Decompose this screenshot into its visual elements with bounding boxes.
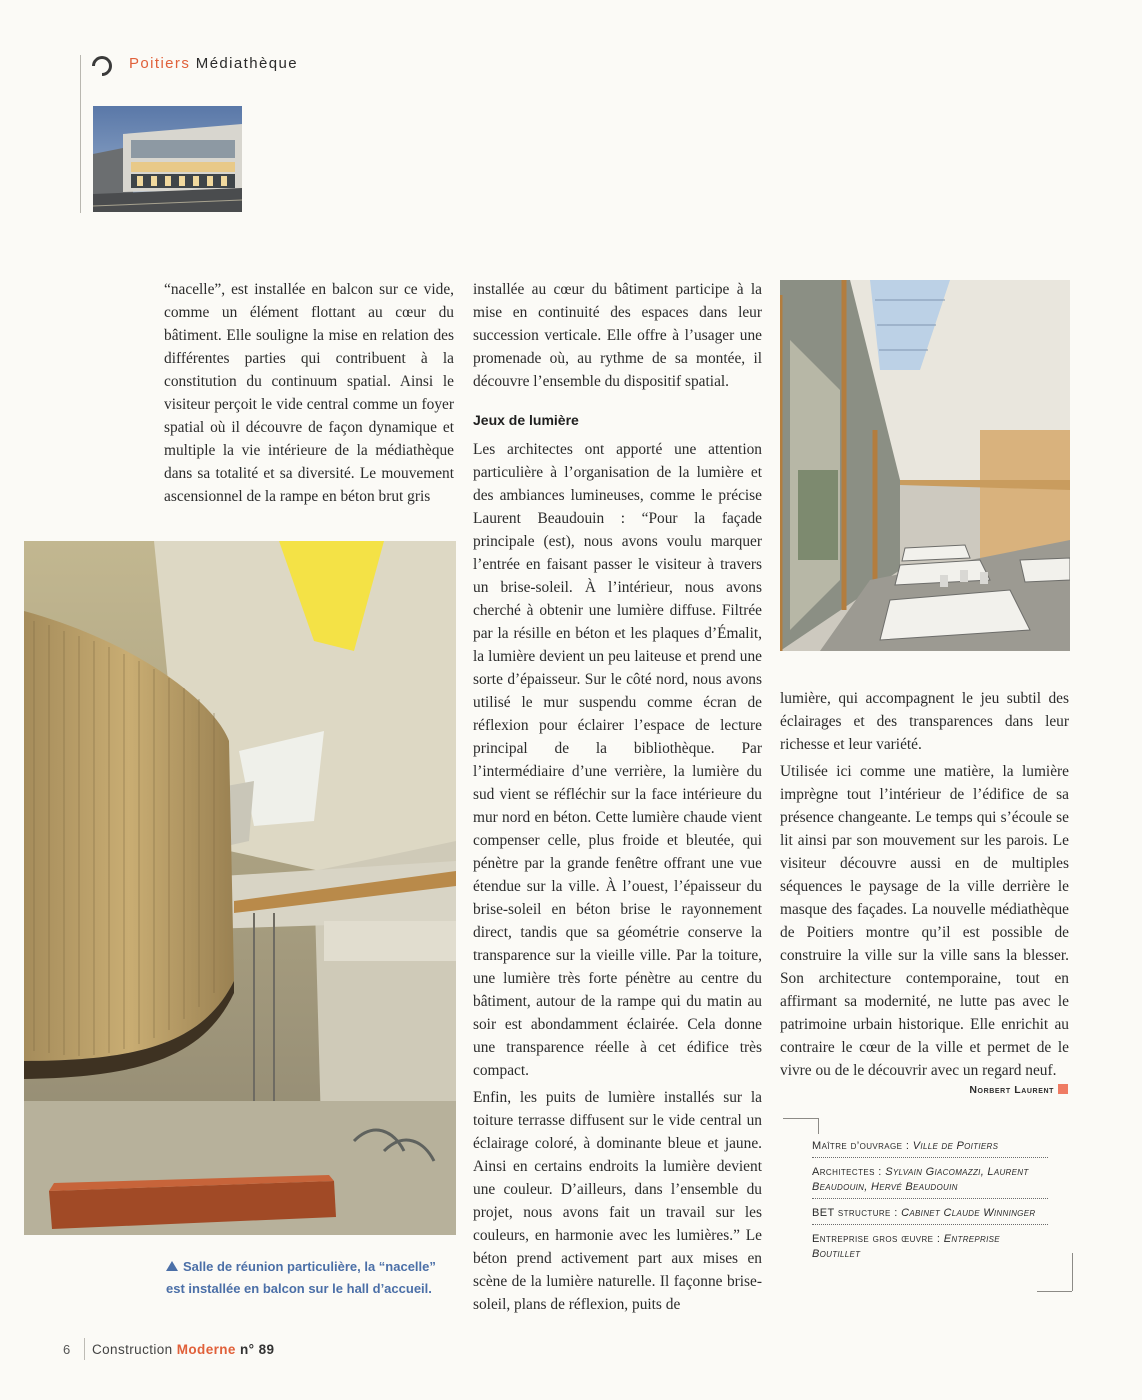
magazine-prefix: Construction — [92, 1342, 173, 1357]
credits-frame-corner — [818, 1118, 819, 1134]
credit-label: Entreprise gros œuvre : — [812, 1233, 944, 1245]
credit-value: Sylvain Giacomazzi, Laurent Beaudouin, Hervé Beaudouin — [812, 1166, 1029, 1193]
magazine-name — [92, 1342, 274, 1357]
section-city: Poitiers — [129, 55, 191, 72]
credits-frame-corner — [783, 1118, 819, 1119]
text-column-3 — [780, 687, 1069, 1086]
author-signature — [900, 1084, 1068, 1096]
paragraph: “nacelle”, est installée en balcon sur ce vide, comme un élément flottant au cœur du bâtiment. Elle souligne la mise en relation des différentes parties qui contribuent à la constitution du continuum spatial. Ainsi le visiteur perçoit le vide central comme un foyer spatial où il découvre de façon dynamique et multiple la vie intérieure de la médiathèque dans sa totalité et sa diversité. Le mouvement ascensionnel de la rampe en béton brut gris — [164, 281, 454, 505]
credit-label: Maître d’ouvrage : — [812, 1140, 913, 1152]
section-title — [129, 55, 298, 72]
atrium-photo — [24, 541, 456, 1235]
magazine-brand: Moderne — [176, 1342, 236, 1357]
paragraph: Enfin, les puits de lumière installés sur la toiture terrasse diffusent sur le vide central un éclairage coloré, à dominante bleue et jaune. Ainsi en certains endroits la lumière devient une couleur. D’ailleurs, dans l’ensemble du projet, nous avons fait un travail sur les couleurs, en harmonie avec les lumières.” Le béton prend activement part aux mises en scène de la lumière naturelle. Il façonne brise-soleil, plans de réflexion, puits de — [473, 1089, 762, 1313]
credit-value: Ville de Poitiers — [912, 1140, 999, 1152]
text-column-2 — [473, 278, 762, 1320]
credit-label: Architectes : — [812, 1166, 886, 1178]
page-number: 6 — [63, 1342, 71, 1357]
caption-triangle-icon — [166, 1261, 178, 1271]
credit-item — [812, 1164, 1048, 1199]
photo-caption — [166, 1256, 456, 1300]
paragraph: Utilisée ici comme une matière, la lumière imprègne tout l’intérieur de l’édifice de sa présence changeante. Le temps qui s’écoule se lit ainsi par son mouvement sur les parois. Le visiteur découvre aussi en de multiples séquences le paysage de la ville derrière le masque des façades. La nouvelle médiathèque de Poitiers montre qu’il est possible de construire la ville sur la ville sans la blesser. Son architecture contemporaine, tout en affirmant sa modernité, ne lutte pas avec le patrimoine urbain historique. Elle enrichit au contraire le cœur de la ville et permet de le vivre ou de le découvrir avec un regard neuf. — [780, 763, 1069, 1079]
footer-rule — [84, 1338, 85, 1360]
header-rule — [80, 55, 81, 213]
section-name: Médiathèque — [195, 55, 298, 72]
author-name: Norbert Laurent — [969, 1084, 1054, 1096]
subheading: Jeux de lumière — [473, 412, 579, 428]
credit-label: BET structure : — [812, 1207, 902, 1219]
credits-frame-corner — [1072, 1253, 1073, 1291]
paragraph: lumière, qui accompagnent le jeu subtil des éclairages et des transparences dans leur richesse et leur variété. — [780, 690, 1069, 753]
credit-value: Entreprise Boutillet — [812, 1233, 1000, 1260]
credit-item — [812, 1231, 1048, 1265]
paragraph: Les architectes ont apporté une attention particulière à l’organisation de la lumière et des ambiances lumineuses, comme le précise Laurent Beaudouin : “Pour la façade principale (est), nous avons voulu marquer l’entrée en faisant passer le visiteur à travers un brise-soleil. À l’intérieur, nous avons cherché à obtenir une lumière diffuse. Filtrée par la résille en béton et les plaques d’Émalit, la lumière devient un peu laiteuse et prend une sorte d’épaisseur. Sur le côté nord, nous avons utilisé le mur suspendu comme écran de réflexion pour éclairer l’espace de lecture principal de la bibliothèque. Par l’intermédiaire d’une verrière, la lumière du sud vient se réfléchir sur la face intérieure du mur nord en béton. Cette lumière chaude vient compenser celle, plus froide et bleutée, qui pénètre par la grande fenêtre offrant une vue étendue sur la ville. À l’ouest, l’épaisseur du brise-soleil en béton brise le rayonnement direct, tandis que sa géométrie conserve la transparence sur la vieille ville. Par la toiture, une lumière très forte pénètre au centre du bâtiment, autour de la rampe qui du matin au soir est abondamment éclairée. Cela donne une transparence réelle à cet édifice très compact. — [473, 441, 762, 1079]
issue-number: n° 89 — [239, 1342, 275, 1357]
building-thumbnail — [93, 106, 242, 212]
caption-text: Salle de réunion particulière, la “nacelle” est installée en balcon sur le hall d’accueil. — [166, 1259, 436, 1296]
credit-item — [812, 1138, 1048, 1158]
project-credits — [812, 1138, 1048, 1271]
text-column-1 — [164, 278, 454, 512]
credit-value: Cabinet Claude Winninger — [901, 1207, 1036, 1219]
end-mark-icon — [1058, 1084, 1068, 1094]
reading-room-photo — [780, 280, 1070, 651]
credits-frame-corner — [1037, 1291, 1072, 1292]
section-circle-icon — [88, 52, 116, 80]
credit-item — [812, 1205, 1048, 1225]
paragraph: installée au cœur du bâtiment participe à la mise en continuité des espaces dans leur succession verticale. Elle offre à l’usager une promenade où, au rythme de sa montée, il découvre l’ensemble du dispositif spatial. — [473, 281, 762, 390]
